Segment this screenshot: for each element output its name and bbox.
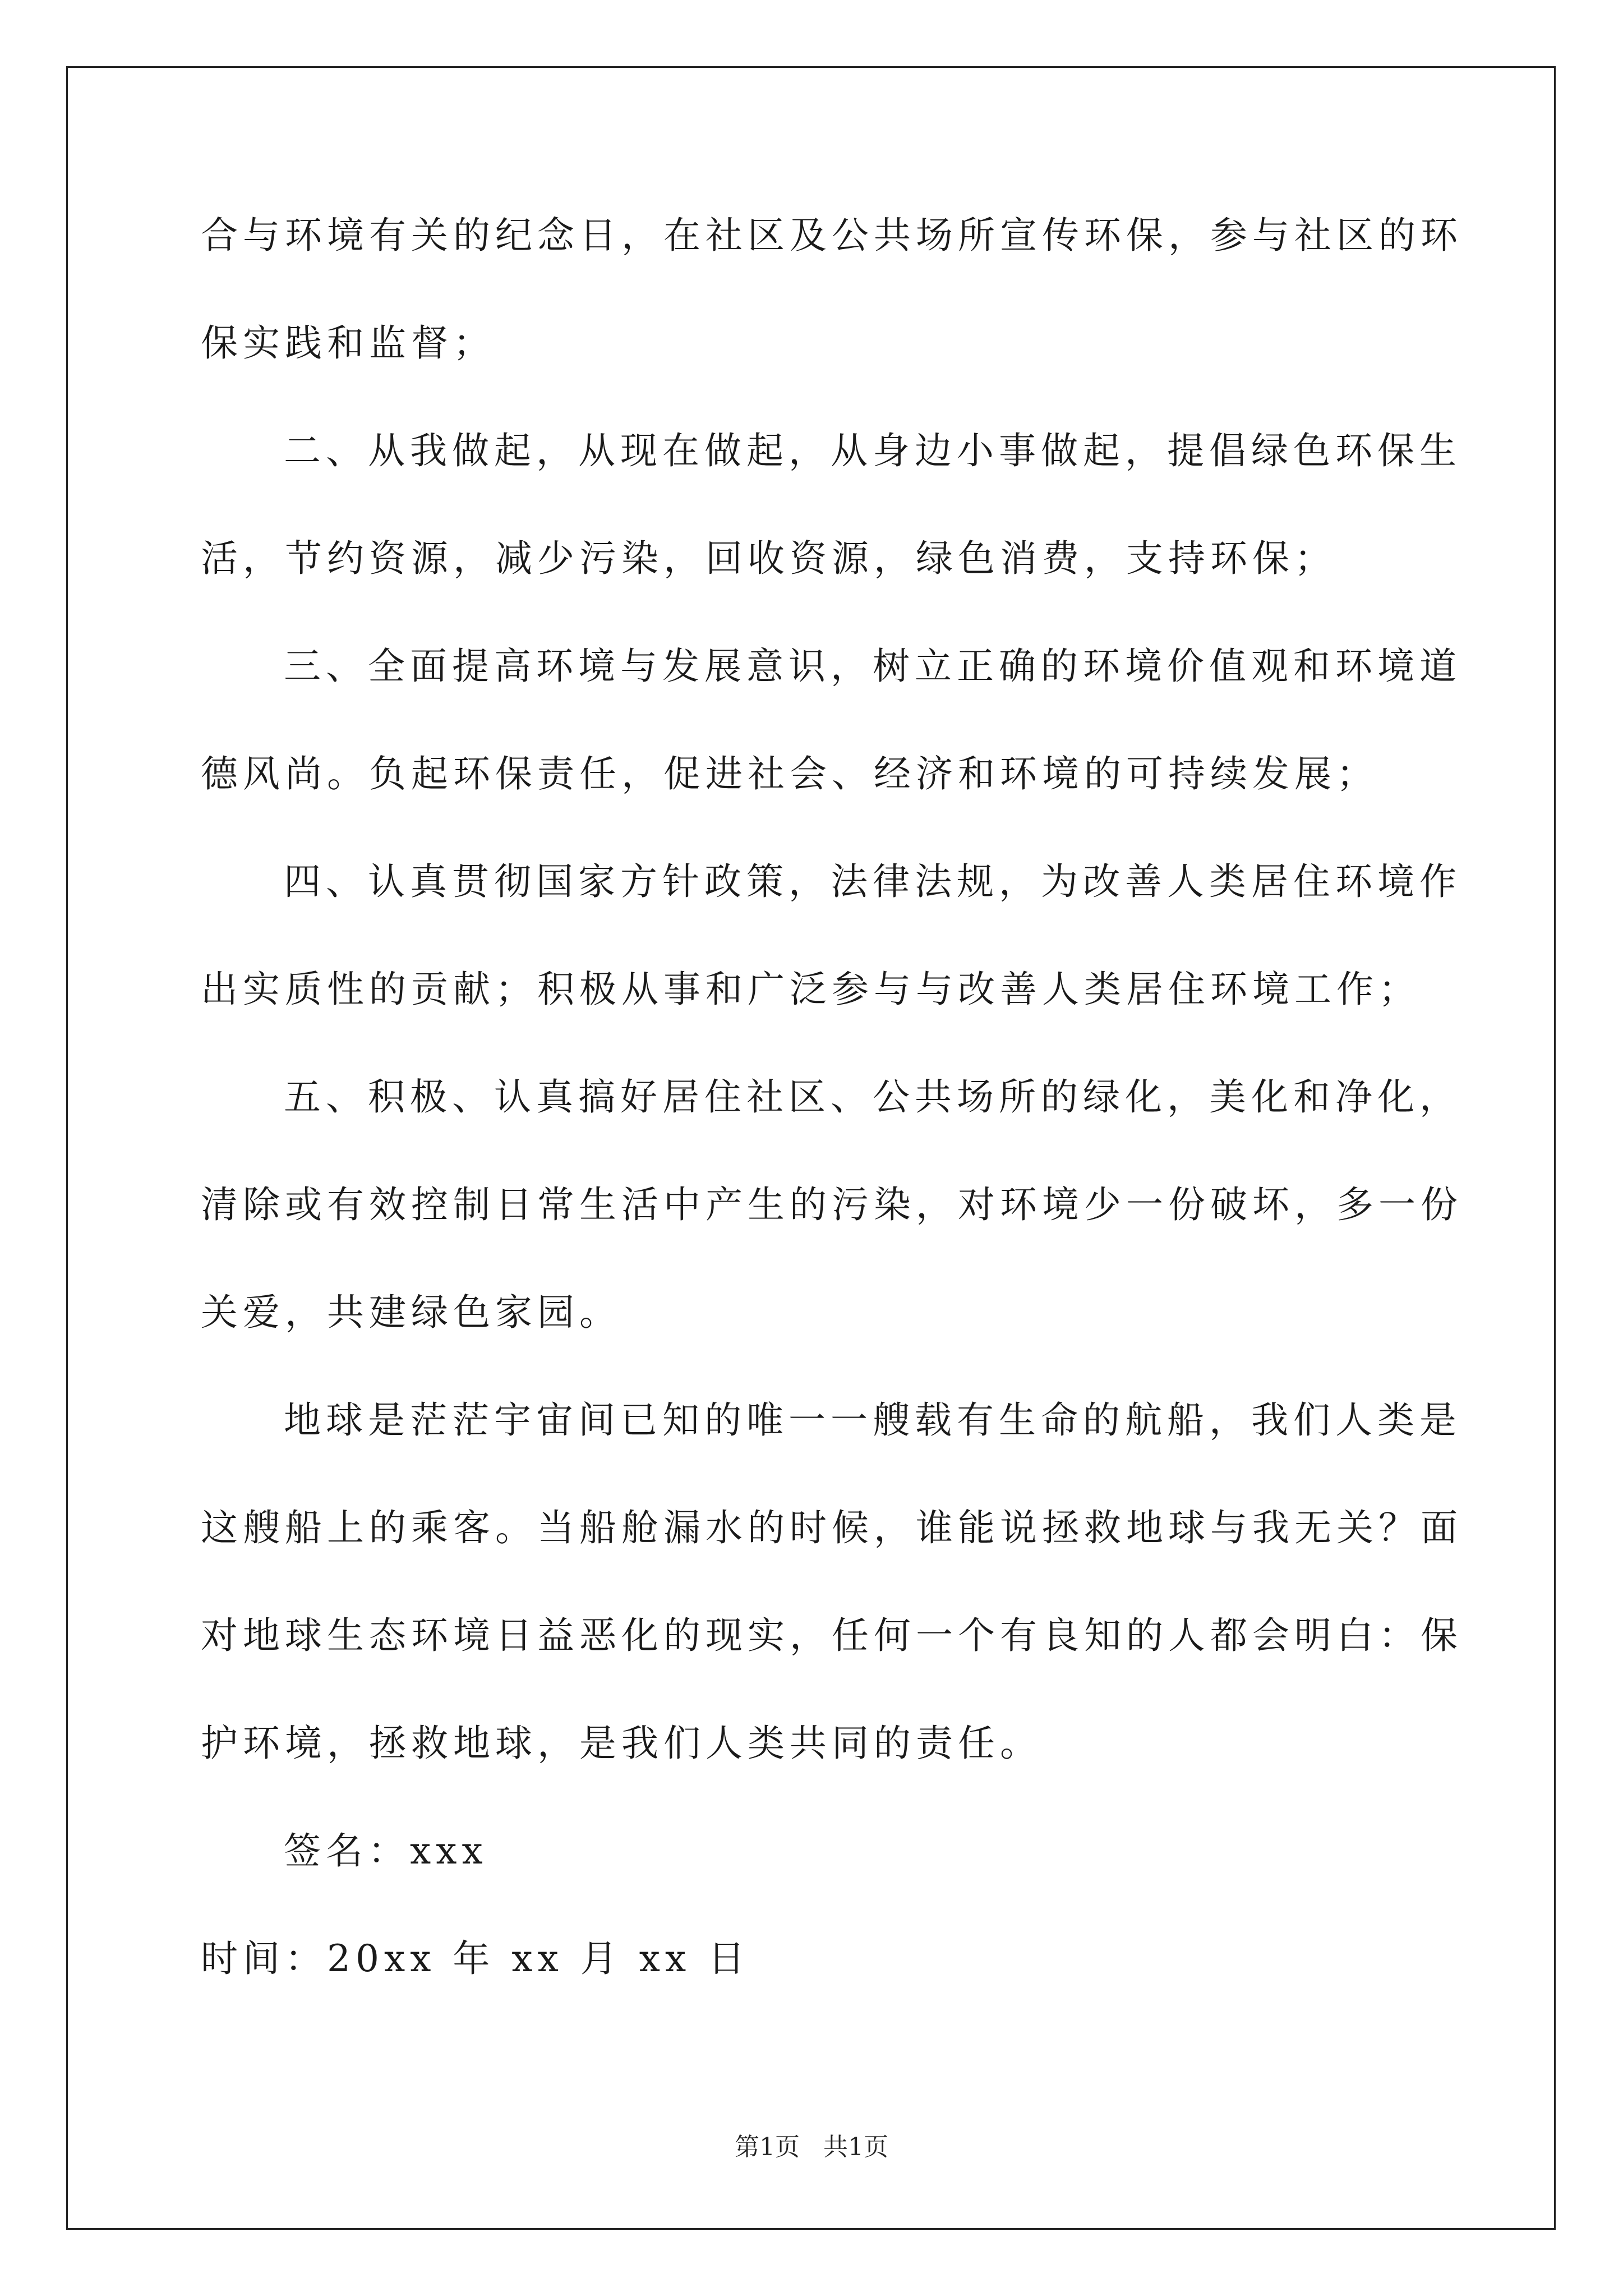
paragraph-line: 地球是茫茫宇宙间已知的唯一一艘载有生命的航船，我们人类是 xyxy=(284,1398,1461,1442)
page-footer: 第1页 共1页 xyxy=(735,2133,888,2161)
signature-line: 签名：xxx xyxy=(284,1829,488,1872)
paragraph-line: 关爱，共建绿色家园。 xyxy=(201,1291,621,1334)
paragraph-line: 活，节约资源，减少污染，回收资源，绿色消费，支持环保； xyxy=(201,537,1336,580)
paragraph-line: 合与环境有关的纪念日，在社区及公共场所宣传环保，参与社区的环 xyxy=(201,214,1463,257)
paragraph-line: 护环境，拯救地球，是我们人类共同的责任。 xyxy=(201,1722,1042,1765)
paragraph-line: 二、从我做起，从现在做起，从身边小事做起，提倡绿色环保生 xyxy=(284,429,1461,472)
paragraph-line: 保实践和监督； xyxy=(201,321,495,365)
paragraph-line: 德风尚。负起环保责任，促进社会、经济和环境的可持续发展； xyxy=(201,752,1378,795)
page-border xyxy=(66,66,1556,2230)
date-line: 时间：20xx 年 xx 月 xx 日 xyxy=(201,1937,750,1980)
paragraph-line: 五、积极、认真搞好居住社区、公共场所的绿化，美化和净化， xyxy=(284,1075,1461,1119)
paragraph-line: 四、认真贯彻国家方针政策，法律法规，为改善人类居住环境作 xyxy=(284,860,1461,903)
paragraph-line: 出实质性的贡献；积极从事和广泛参与与改善人类居住环境工作； xyxy=(201,968,1421,1011)
paragraph-line: 清除或有效控制日常生活中产生的污染，对环境少一份破坏，多一份 xyxy=(201,1183,1463,1226)
paragraph-line: 三、全面提高环境与发展意识，树立正确的环境价值观和环境道 xyxy=(284,645,1461,688)
paragraph-line: 这艘船上的乘客。当船舱漏水的时候，谁能说拯救地球与我无关？面 xyxy=(201,1506,1463,1549)
paragraph-line: 对地球生态环境日益恶化的现实，任何一个有良知的人都会明白：保 xyxy=(201,1614,1463,1657)
